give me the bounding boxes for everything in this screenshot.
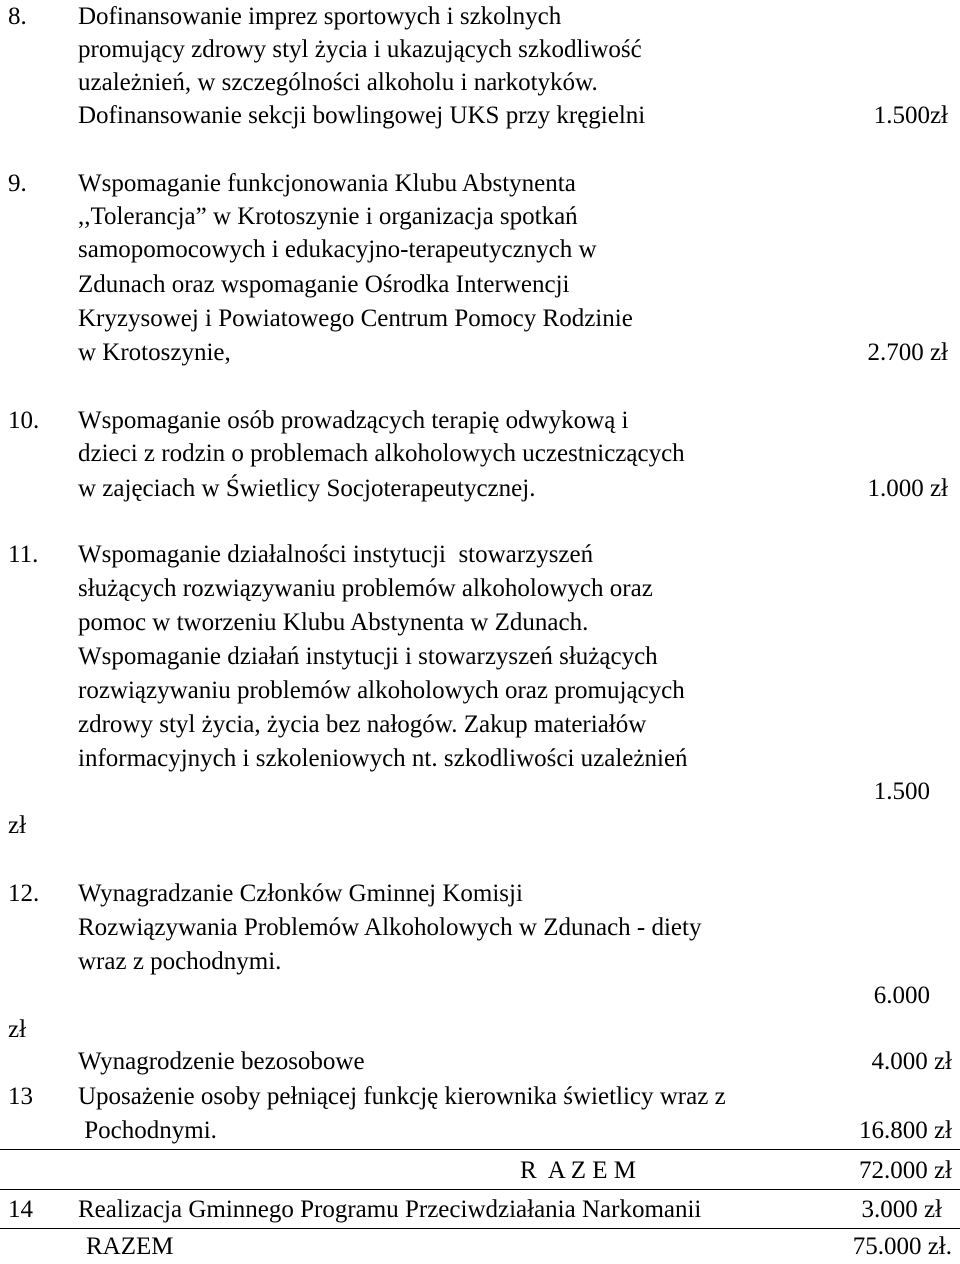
item-8-line: Dofinansowanie imprez sportowych i szkolnych [78,3,562,30]
item-10-line: Wspomaganie osób prowadzących terapię odwykową i [78,407,629,434]
item-8-line: Dofinansowanie sekcji bowlingowej UKS przy kręgielni [78,102,646,129]
item-14-amount: 3.000 zł [861,1196,942,1223]
item-11-line: Wspomaganie działalności instytucji stowarzyszeń [78,541,594,568]
item-9-line: w Krotoszynie, [78,339,231,366]
item-12-unit: zł [8,1016,27,1043]
item-11-line: informacyjnych i szkoleniowych nt. szkodliwości uzależnień [78,745,688,772]
item-13-amount: 16.800 zł [858,1117,952,1144]
grand-total-amount: 75.000 zł. [852,1233,952,1260]
item-13-number: 13 [8,1083,33,1110]
item-11-line: służących rozwiązywaniu problemów alkoholowych oraz [78,575,653,602]
item-8-number: 8. [8,3,27,30]
item-9-line: Wspomaganie funkcjonowania Klubu Abstynenta [78,170,576,197]
item-9-line: Zdunach oraz wspomaganie Ośrodka Interwencji [78,271,570,298]
item-13-line: Uposażenie osoby pełniącej funkcję kierownika świetlicy wraz z [78,1083,726,1110]
total-label: R A Z E M [520,1157,636,1184]
item-12-sub-label: Wynagrodzenie bezosobowe [78,1048,365,1075]
item-11-line: pomoc w tworzeniu Klubu Abstynenta w Zdunach. [78,609,589,636]
item-9-line: ,,Tolerancja” w Krotoszynie i organizacja spotkań [78,203,578,230]
grand-total-label: RAZEM [86,1233,174,1260]
item-11-number: 11. [8,541,39,568]
item-11-line: rozwiązywaniu problemów alkoholowych oraz promujących [78,677,685,704]
item-8-amount: 1.500zł [873,102,948,129]
item-12-sub-amount: 4.000 zł [871,1048,952,1075]
item-10-line: dzieci z rodzin o problemach alkoholowych uczestniczących [78,440,685,467]
item-12-line: Rozwiązywania Problemów Alkoholowych w Zdunach - diety [78,914,702,941]
item-9-line: Kryzysowej i Powiatowego Centrum Pomocy Rodzinie [78,305,633,332]
item-9-amount: 2.700 zł [867,339,948,366]
item-8-line: promujący zdrowy styl życia i ukazujących szkodliwość [78,36,642,63]
item-10-amount: 1.000 zł [867,475,948,502]
item-11-unit: zł [8,812,27,839]
divider-line [0,1189,960,1190]
item-8-line: uzależnień, w szczególności alkoholu i narkotyków. [78,69,598,96]
item-10-number: 10. [8,407,40,434]
item-11-line: Wspomaganie działań instytucji i stowarzyszeń służących [78,643,658,670]
divider-line [0,1228,960,1229]
item-12-amount: 6.000 [873,982,930,1009]
item-12-line: Wynagradzanie Członków Gminnej Komisji [78,880,523,907]
item-10-line: w zajęciach w Świetlicy Socjoterapeutycznej. [78,475,536,502]
item-11-line: zdrowy styl życia, życia bez nałogów. Zakup materiałów [78,711,647,738]
item-13-line: Pochodnymi. [78,1117,217,1144]
divider-line [0,1149,960,1150]
total-amount: 72.000 zł [858,1157,952,1184]
item-14-text: Realizacja Gminnego Programu Przeciwdziałania Narkomanii [78,1196,702,1223]
item-12-number: 12. [8,880,40,907]
item-12-line: wraz z pochodnymi. [78,948,282,975]
item-9-line: samopomocowych i edukacyjno-terapeutycznych w [78,236,597,263]
item-11-amount: 1.500 [873,778,930,805]
item-14-number: 14 [8,1196,33,1223]
item-9-number: 9. [8,170,27,197]
